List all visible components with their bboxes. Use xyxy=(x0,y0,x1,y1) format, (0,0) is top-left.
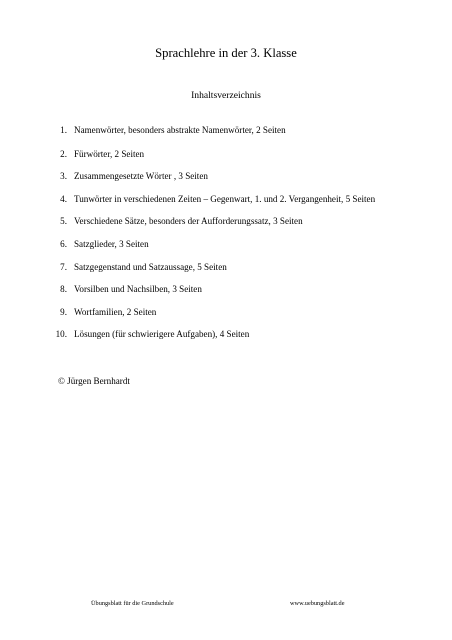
toc-item-number: 6. xyxy=(60,239,67,249)
toc-heading: Inhaltsverzeichnis xyxy=(191,90,261,101)
footer-website: www.uebungsblatt.de xyxy=(290,600,345,607)
toc-item-text: Satzgegenstand und Satzaussage, 5 Seiten xyxy=(74,262,227,272)
toc-item-number: 1. xyxy=(60,125,67,135)
copyright-notice: © Jürgen Bernhardt xyxy=(58,376,130,386)
toc-item-text: Namenwörter, besonders abstrakte Namenwörter, 2 Seiten xyxy=(74,125,286,135)
toc-item-number: 7. xyxy=(60,262,67,272)
toc-item-number: 9. xyxy=(60,307,67,317)
toc-item-text: Lösungen (für schwierigere Aufgaben), 4 Seiten xyxy=(74,329,250,339)
toc-item-number: 4. xyxy=(60,194,67,204)
toc-item-text: Fürwörter, 2 Seiten xyxy=(74,149,145,159)
toc-item-number: 10. xyxy=(55,329,67,339)
toc-item-number: 8. xyxy=(60,284,67,294)
page-title: Sprachlehre in der 3. Klasse xyxy=(155,46,297,60)
toc-item-number: 5. xyxy=(60,216,67,226)
toc-item-text: Tunwörter in verschiedenen Zeiten – Gegenwart, 1. und 2. Vergangenheit, 5 Seiten xyxy=(74,194,376,204)
toc-item-text: Wortfamilien, 2 Seiten xyxy=(74,307,157,317)
toc-item-text: Zusammengesetzte Wörter , 3 Seiten xyxy=(74,171,208,181)
toc-item-text: Vorsilben und Nachsilben, 3 Seiten xyxy=(74,284,202,294)
toc-item-text: Satzglieder, 3 Seiten xyxy=(74,239,149,249)
toc-item-number: 3. xyxy=(60,171,67,181)
footer-left-text: Übungsblatt für die Grundschule xyxy=(91,600,174,607)
toc-item-number: 2. xyxy=(60,149,67,159)
toc-item-text: Verschiedene Sätze, besonders der Aufforderungssatz, 3 Seiten xyxy=(74,216,303,226)
